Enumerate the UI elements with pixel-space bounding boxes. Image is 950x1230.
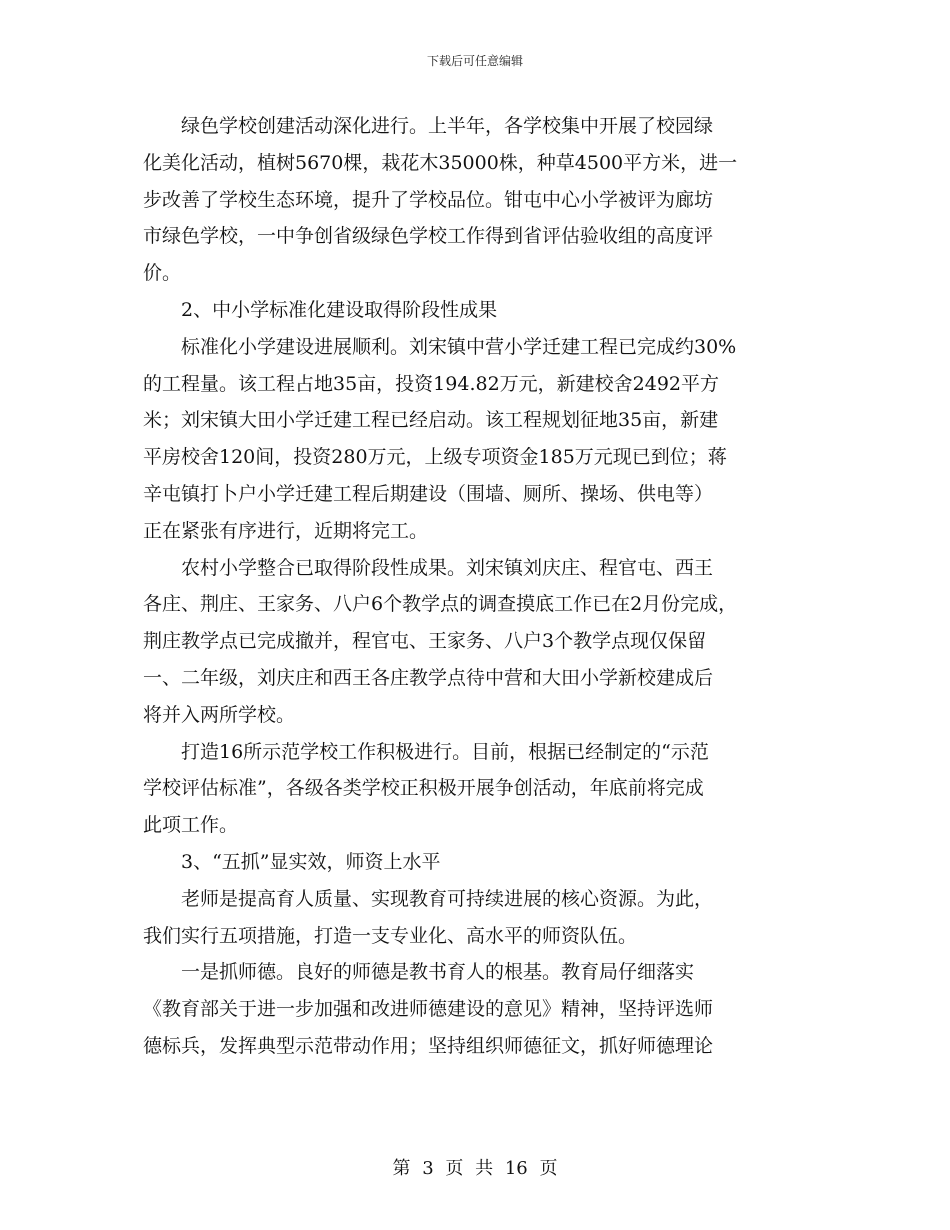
text-line: 我们实行五项措施，打造一支专业化、高水平的师资队伍。 [143, 924, 638, 947]
text-line: 标准化小学建设进展顺利。刘宋镇中营小学迁建工程已完成约30% [143, 335, 737, 358]
text-line: 学校评估标准”，各级各类学校正积极开展争创活动，年底前将完成 [143, 777, 704, 800]
text-line: 德标兵，发挥典型示范带动作用；坚持组织师德征文，抓好师德理论 [143, 1034, 714, 1057]
text-line: 打造16所示范学校工作积极进行。目前，根据已经制定的“示范 [143, 740, 709, 763]
text-line: 正在紧张有序进行，近期将完工。 [143, 519, 429, 542]
text-line: 市绿色学校，一中争创省级绿色学校工作得到省评估验收组的高度评 [143, 225, 714, 248]
section-heading: 2、中小学标准化建设取得阶段性成果 [143, 298, 498, 321]
text-line: 将并入两所学校。 [143, 703, 296, 726]
text-line: 一是抓师德。良好的师德是教书育人的根基。教育局仔细落实 [143, 961, 695, 984]
text-line: 的工程量。该工程占地35亩，投资194.82万元，新建校舍2492平方 [143, 372, 720, 395]
text-line: 平房校舍120间，投资280万元，上级专项资金185万元现已到位；蒋 [143, 446, 727, 469]
page-number: 第 3 页 共 16 页 [392, 1158, 558, 1179]
text-line: 一、二年级，刘庆庄和西王各庄教学点待中营和大田小学新校建成后 [143, 666, 714, 689]
text-line: 米；刘宋镇大田小学迁建工程已经启动。该工程规划征地35亩，新建 [143, 409, 719, 432]
text-line: 农村小学整合已取得阶段性成果。刘宋镇刘庆庄、程官屯、西王 [143, 556, 714, 579]
text-line: 各庄、荆庄、王家务、八户6个教学点的调查摸底工作已在2月份完成， [143, 593, 738, 616]
text-line: 此项工作。 [143, 814, 239, 837]
page-header-note: 下载后可任意编辑 [426, 54, 523, 68]
text-line: 绿色学校创建活动深化进行。上半年，各学校集中开展了校园绿 [143, 115, 714, 137]
text-line: 步改善了学校生态环境，提升了学校品位。钳屯中心小学被评为廊坊 [143, 188, 714, 211]
document-body [143, 108, 823, 1065]
text-line: 荆庄教学点已完成撤并，程官屯、王家务、八户3个教学点现仅保留 [143, 630, 707, 653]
text-line: 化美化活动，植树5670棵，栽花木35000株，种草4500平方米，进一 [143, 151, 738, 174]
section-heading: 3、“五抓”显实效，师资上水平 [143, 850, 441, 873]
text-line: 《教育部关于进一步加强和改进师德建设的意见》精神，坚持评选师 [143, 998, 714, 1021]
text-line: 辛屯镇打卜户小学迁建工程后期建设（围墙、厕所、操场、供电等） [143, 482, 714, 505]
text-line: 价。 [143, 262, 182, 285]
text-line: 老师是提高育人质量、实现教育可持续进展的核心资源。为此， [143, 887, 714, 910]
